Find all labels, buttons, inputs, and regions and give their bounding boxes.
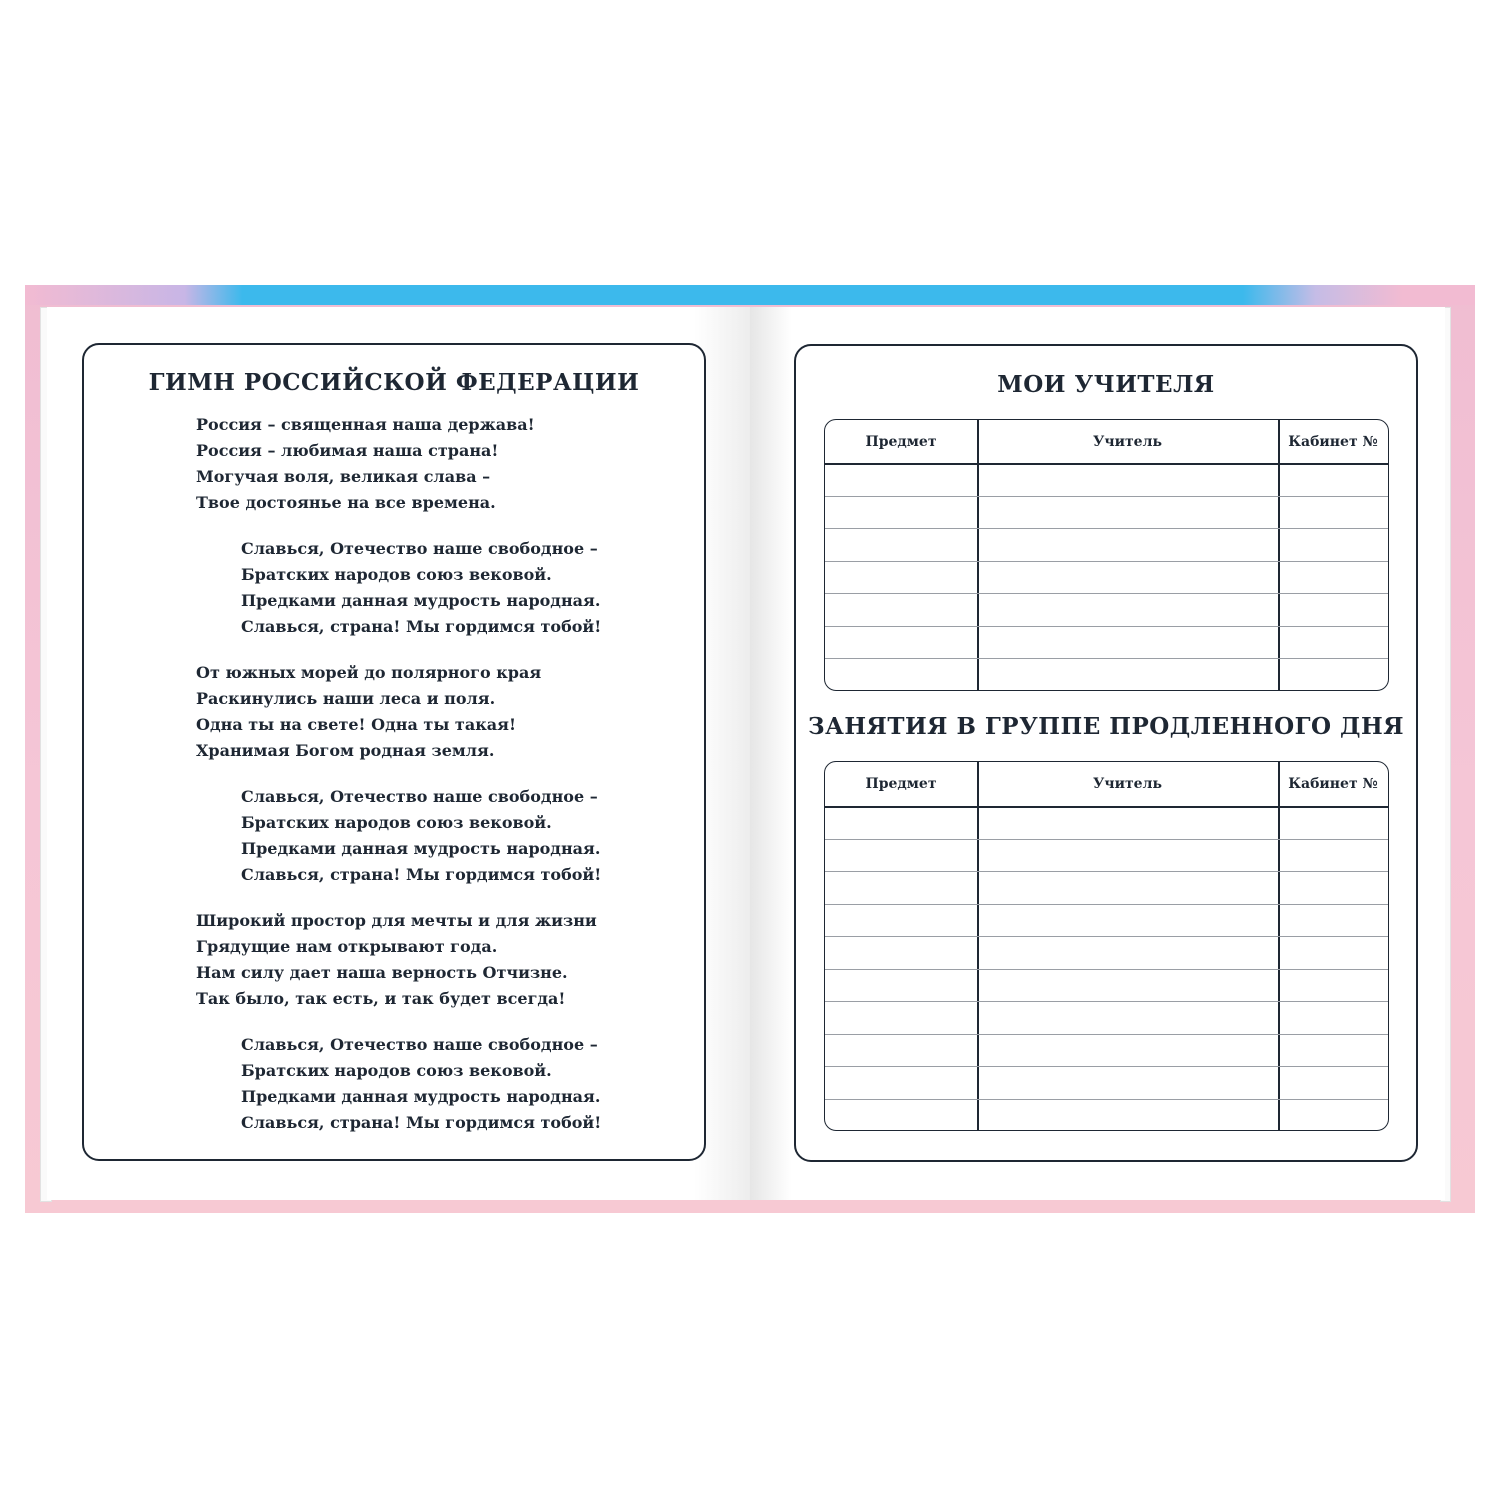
anthem-line: Твое достоянье на все времена. [196, 493, 496, 512]
anthem-line: Славься, Отечество наше свободное – [241, 787, 598, 806]
anthem-title: ГИМН РОССИЙСКОЙ ФЕДЕРАЦИИ [148, 369, 640, 396]
teachers-title: МОИ УЧИТЕЛЯ [997, 371, 1215, 398]
column-header: Кабинет № [1288, 433, 1378, 450]
column-divider [977, 420, 979, 690]
table-row-line [825, 528, 1388, 529]
anthem-line: Грядущие нам открывают года. [196, 937, 498, 956]
column-header: Предмет [865, 776, 937, 792]
column-divider [977, 762, 979, 1130]
anthem-line: Предками данная мудрость народная. [241, 839, 601, 858]
column-divider [1278, 762, 1280, 1130]
table-row-line [825, 904, 1388, 905]
table-row-line [825, 1066, 1388, 1067]
table-row-line [825, 1034, 1388, 1035]
table-row-line [825, 626, 1388, 627]
anthem-line: Нам силу дает наша верность Отчизне. [196, 963, 568, 982]
cover-top-stripe [25, 285, 1475, 305]
table-row-line [825, 496, 1388, 497]
anthem-line: Россия – любимая наша страна! [196, 441, 499, 460]
anthem-line: Предками данная мудрость народная. [241, 591, 601, 610]
anthem-chorus [196, 1032, 601, 1136]
table-row-line [825, 1001, 1388, 1002]
anthem-verse [196, 660, 601, 764]
anthem-line: Раскинулись наши леса и поля. [196, 689, 496, 708]
anthem-line: Братских народов союз вековой. [241, 565, 552, 584]
column-header: Учитель [1093, 433, 1162, 450]
table-header [825, 420, 1388, 465]
anthem-chorus [196, 536, 601, 640]
anthem-line: Славься, Отечество наше свободное – [241, 539, 598, 558]
table-row-line [825, 561, 1388, 562]
anthem-line: Так было, так есть, и так будет всегда! [196, 989, 566, 1008]
anthem-line: Братских народов союз вековой. [241, 1061, 552, 1080]
anthem-line: Могучая воля, великая слава – [196, 467, 491, 486]
teachers-table [824, 419, 1389, 691]
anthem-line: Одна ты на свете! Одна ты такая! [196, 715, 516, 734]
anthem-line: Славься, страна! Мы гордимся тобой! [241, 865, 602, 884]
anthem-line: Братских народов союз вековой. [241, 813, 552, 832]
table-row-line [825, 969, 1388, 970]
anthem-text [196, 412, 601, 1156]
anthem-line: Славься, страна! Мы гордимся тобой! [241, 617, 602, 636]
anthem-line: Широкий простор для мечты и для жизни [196, 911, 597, 930]
table-row-line [825, 936, 1388, 937]
column-header: Предмет [865, 433, 937, 450]
anthem-verse [196, 908, 601, 1012]
column-divider [1278, 420, 1280, 690]
anthem-line: Славься, Отечество наше свободное – [241, 1035, 598, 1054]
table-row-line [825, 839, 1388, 840]
anthem-line: Предками данная мудрость народная. [241, 1087, 601, 1106]
anthem-line: От южных морей до полярного края [196, 663, 542, 682]
anthem-line: Россия – священная наша держава! [196, 415, 535, 434]
anthem-verse [196, 412, 601, 516]
table-row-line [825, 658, 1388, 659]
after-school-table [824, 761, 1389, 1131]
table-row-line [825, 1099, 1388, 1100]
table-header [825, 762, 1388, 808]
table-row-line [825, 593, 1388, 594]
anthem-chorus [196, 784, 601, 888]
anthem-line: Славься, страна! Мы гордимся тобой! [241, 1113, 602, 1132]
table-row-line [825, 871, 1388, 872]
after-school-title: ЗАНЯТИЯ В ГРУППЕ ПРОДЛЕННОГО ДНЯ [808, 713, 1404, 740]
anthem-line: Хранимая Богом родная земля. [196, 741, 495, 760]
column-header: Учитель [1093, 776, 1162, 792]
column-header: Кабинет № [1288, 776, 1378, 792]
